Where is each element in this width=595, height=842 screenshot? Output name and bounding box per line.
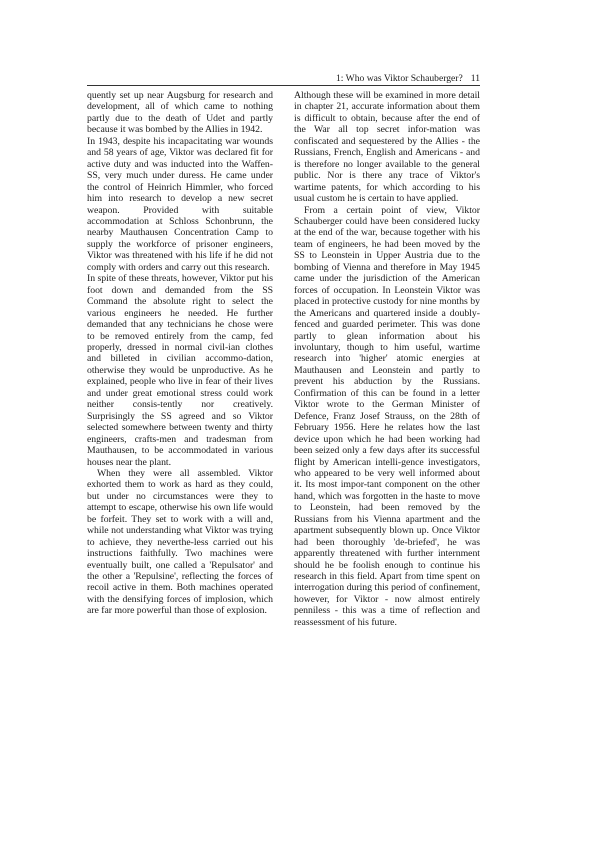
left-column	[87, 90, 273, 617]
chapter-title: 1: Who was Viktor Schauberger?	[335, 73, 463, 84]
paragraph: In 1943, despite his incapacitating war wounds and 58 years of age, Viktor was declared fit for active duty and was inducted into the Waffen-SS, very much under duress. He came under the control of Heinrich Himmler, who forced him into research to develop a new secret weapon. Provided with suitable accommodation at Schloss Schonbrunn, the nearby Mauthausen Concentration Camp to supply the workforce of prisoner engineers, Viktor was threatened with his life if he did not comply with orders and carry out this research.	[87, 135, 273, 273]
paragraph: From a certain point of view, Viktor Schauberger could have been considered lucky at the end of the war, because together with his team of engineers, he had been moved by the SS to Leonstein in Upper Austria due to the bombing of Vienna and therefore in May 1945 came under the jurisdiction of the American forces of occupation. In Leonstein Viktor was placed in protective custody for nine months by the Americans and quartered inside a doubly-fenced and guarded perimeter. This was done partly to glean information about his involuntary, though to him useful, wartime research into 'higher' atomic energies at Mauthausen and Leonstein and partly to prevent his abduction by the Russians. Confirmation of this can be found in a letter Viktor wrote to the German Minister of Defence, Franz Josef Strauss, on the 28th of February 1956. Here he relates how the last device upon which he had been working had been seized only a few days after its successful flight by American intelli-gence investigators, who appeared to be very well informed about it. Its most impor-tant component on the other hand, which was forgotten in the haste to move to Leonstein, had been removed by the Russians from his Vienna apartment and the apartment subsequently blown up. Once Viktor had been thoroughly 'de-briefed', he was apparently threatened with further internment should he be foolish enough to continue his research in this field. Apart from time spent on interrogation during this period of confinement, however, for Viktor - now almost entirely penniless - this was a time of reflection and reassessment of his future.	[294, 204, 480, 628]
paragraph: quently set up near Augsburg for research and development, all of which came to nothing partly due to the death of Udet and partly because it was bombed by the Allies in 1942.	[87, 90, 273, 136]
paragraph: In spite of these threats, however, Viktor put his foot down and demanded from the SS Command the absolute right to select the various engineers he needed. He further demanded that any technicians he chose were to be removed entirely from the camp, fed properly, dressed in normal civil-ian clothes and billeted in civilian accommo-dation, otherwise they would be unproductive. As he explained, people who live in fear of their lives and under great emotional stress could work neither consis-tently nor creatively. Surprisingly the SS agreed and so Viktor selected somewhere between twenty and thirty engineers, crafts-men and tradesman from Mauthausen, to be accommodated in various houses near the plant.	[87, 273, 273, 468]
right-column	[294, 90, 480, 628]
page-number: 11	[470, 73, 480, 84]
paragraph: When they were all assembled. Viktor exhorted them to work as hard as they could, but under no circumstances were they to attempt to escape, otherwise his own life would be forfeit. They set to work with a will and, while not understanding what Viktor was trying to achieve, they neverthe-less carried out his instructions faithfully. Two machines were eventually built, one called a 'Repulsator' and the other a 'Repulsine', reflecting the forces of recoil active in them. Both machines operated with the densifying forces of implosion, which are far more powerful than those of explosion.	[87, 467, 273, 617]
paragraph: Although these will be examined in more detail in chapter 21, accurate information about them is difficult to obtain, because after the end of the War all top secret infor-mation was confiscated and sequestered by the Allies - the Russians, French, English and Americans - and is therefore no longer available to the general public. Nor is there any trace of Viktor's wartime patents, for which according to his usual custom he is certain to have applied.	[294, 90, 480, 205]
running-header	[87, 73, 480, 86]
